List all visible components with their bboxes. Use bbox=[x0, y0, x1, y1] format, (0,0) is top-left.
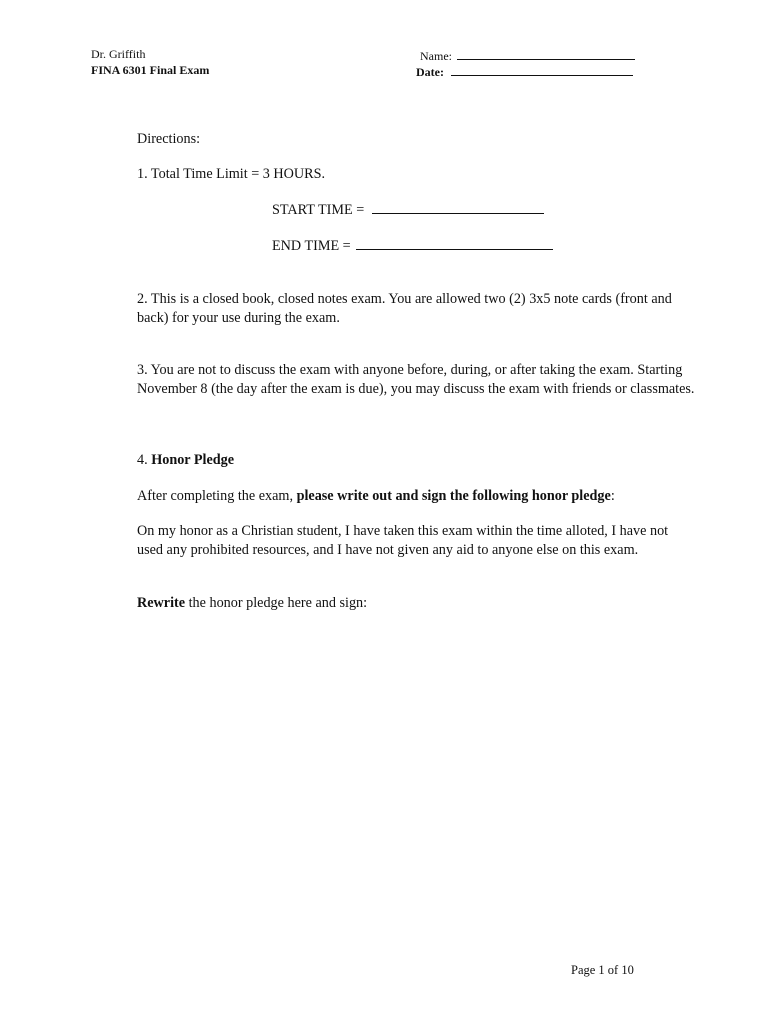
name-label: Name: bbox=[420, 49, 452, 63]
instructor-name: Dr. Griffith bbox=[91, 47, 146, 61]
end-time-blank-line[interactable] bbox=[356, 237, 553, 250]
name-blank-line[interactable] bbox=[457, 47, 635, 60]
signature-area[interactable] bbox=[137, 625, 697, 945]
directions-heading: Directions: bbox=[137, 131, 201, 147]
honor-pledge-number: 4. bbox=[137, 452, 148, 468]
rewrite-bold: Rewrite bbox=[137, 595, 186, 611]
honor-pledge-heading bbox=[137, 451, 234, 470]
honor-pledge-title: Honor Pledge bbox=[151, 452, 235, 468]
instruction-bold: please write out and sign the following honor pledge bbox=[296, 488, 611, 504]
honor-pledge-text: On my honor as a Christian student, I have taken this exam within the time alloted, I have not used any prohibited resources, and I have not given any aid to anyone else on this exam. bbox=[137, 523, 669, 558]
rewrite-instruction bbox=[137, 594, 367, 613]
course-exam-title: FINA 6301 Final Exam bbox=[91, 63, 210, 77]
start-time-label: START TIME = bbox=[272, 202, 365, 218]
end-time-label: END TIME = bbox=[272, 238, 351, 254]
instruction-prefix: After completing the exam, bbox=[137, 488, 294, 504]
start-time-blank-line[interactable] bbox=[372, 201, 544, 214]
directions-item-1: 1. Total Time Limit = 3 HOURS. bbox=[137, 166, 326, 182]
directions-item-3: 3. You are not to discuss the exam with anyone before, during, or after taking the exam. Starting November 8 (the day after the exam is due), you may discuss the exam with friends or classmates. bbox=[137, 362, 695, 397]
date-field[interactable] bbox=[416, 63, 633, 79]
date-label: Date: bbox=[416, 65, 444, 79]
start-time-field[interactable] bbox=[272, 201, 544, 220]
directions-item-2: 2. This is a closed book, closed notes exam. You are allowed two (2) 3x5 note cards (front and back) for your use during the exam. bbox=[137, 291, 672, 326]
rewrite-rest: the honor pledge here and sign: bbox=[185, 595, 368, 611]
name-field[interactable] bbox=[420, 47, 635, 63]
instruction-suffix: : bbox=[610, 488, 615, 504]
end-time-field[interactable] bbox=[272, 237, 553, 256]
date-blank-line[interactable] bbox=[451, 63, 633, 76]
page-number: Page 1 of 10 bbox=[571, 963, 634, 977]
honor-pledge-instruction bbox=[137, 487, 615, 506]
